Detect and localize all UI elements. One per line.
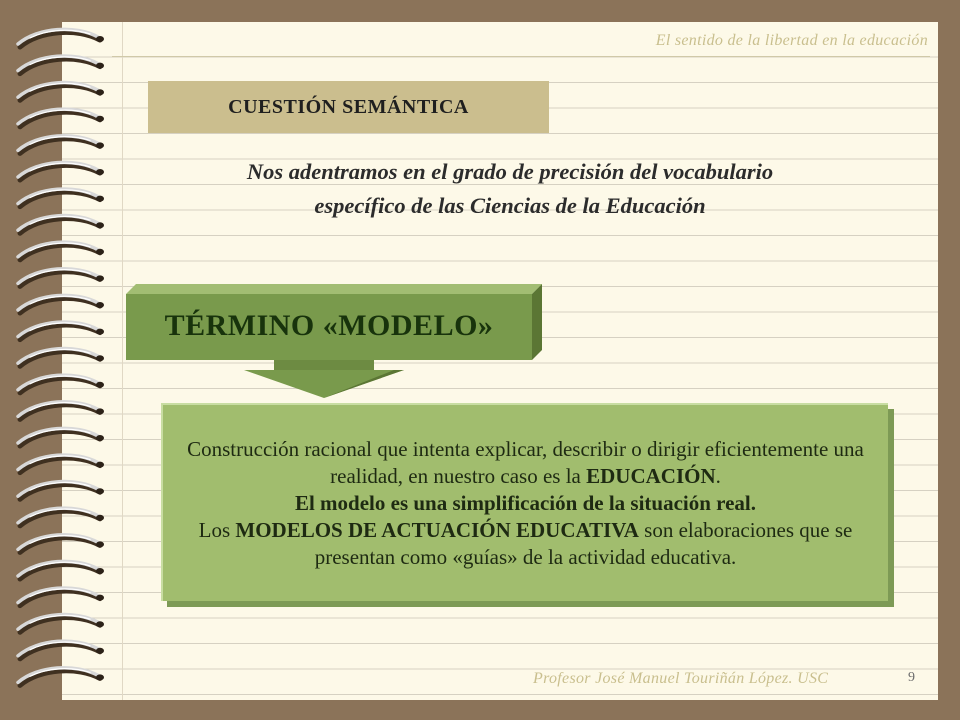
spiral-ring <box>18 349 104 367</box>
spiral-binding <box>0 0 110 720</box>
spiral-ring <box>18 375 104 393</box>
spiral-ring <box>18 242 104 260</box>
spiral-ring <box>18 29 104 47</box>
spiral-ring <box>18 56 104 74</box>
spiral-ring <box>18 561 104 579</box>
section-title: CUESTIÓN SEMÁNTICA <box>228 95 469 118</box>
spiral-ring <box>18 641 104 659</box>
spiral-ring <box>18 295 104 313</box>
spiral-ring <box>18 322 104 340</box>
spiral-ring <box>18 402 104 420</box>
spiral-ring <box>18 535 104 553</box>
spiral-ring <box>18 109 104 127</box>
intro-text <box>140 155 880 223</box>
footer-author: Profesor José Manuel Touriñán López. USC <box>533 670 829 687</box>
section-title-box <box>148 81 549 133</box>
spiral-ring <box>18 508 104 526</box>
spiral-ring <box>18 162 104 180</box>
page-number: 9 <box>908 670 915 685</box>
definition-box <box>161 403 888 601</box>
spiral-ring <box>18 83 104 101</box>
education-keyword: EDUCACIÓN <box>586 463 716 488</box>
definition-paragraph-2: El modelo es una simplificación de la situación real. <box>294 490 757 515</box>
spiral-ring <box>18 428 104 446</box>
term-box-top <box>126 284 542 294</box>
term-label: TÉRMINO «MODELO» <box>164 309 494 342</box>
definition-paragraph-3: Los MODELOS DE ACTUACIÓN EDUCATIVA son elaboraciones que se presentan como «guías» de la actividad educativa. <box>198 517 853 569</box>
spiral-ring <box>18 136 104 154</box>
spiral-ring <box>18 588 104 606</box>
intro-line-2: específico de las Ciencias de la Educación <box>314 193 706 218</box>
down-arrow-head <box>244 370 404 398</box>
spiral-ring <box>18 668 104 686</box>
spiral-ring <box>18 189 104 207</box>
spiral-ring <box>18 455 104 473</box>
header-rule <box>112 56 930 57</box>
intro-line-1: Nos adentramos en el grado de precisión del vocabulario <box>246 159 774 184</box>
spiral-ring <box>18 216 104 234</box>
definition-paragraph-1: Construcción racional que intenta explicar, describir o dirigir eficientemente una realidad, en nuestro caso es la EDUCACIÓN. <box>187 436 864 488</box>
spiral-ring <box>18 269 104 287</box>
term-box-side <box>532 284 542 360</box>
spiral-ring <box>18 615 104 633</box>
models-keyword: MODELOS DE ACTUACIÓN EDUCATIVA <box>235 517 639 542</box>
running-title: El sentido de la libertad en la educación <box>655 32 928 49</box>
spiral-ring <box>18 482 104 500</box>
